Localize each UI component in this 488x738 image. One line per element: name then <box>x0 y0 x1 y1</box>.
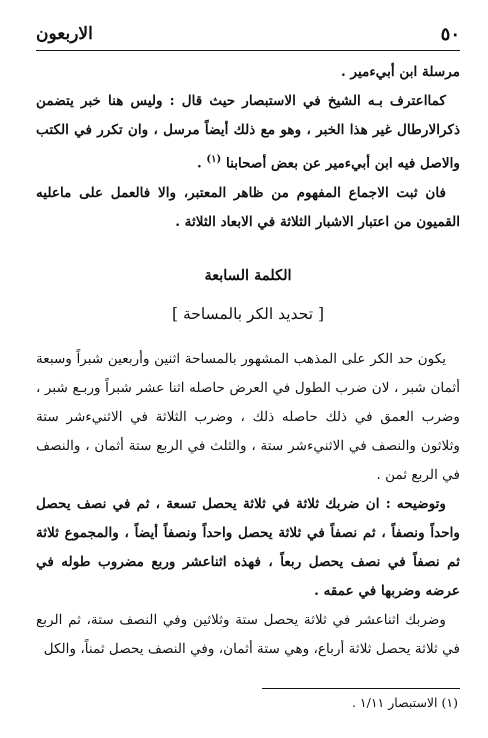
header-rule <box>36 50 460 51</box>
page-header <box>36 22 460 46</box>
footnote-rule <box>262 688 460 689</box>
paragraph-1: مرسلة ابن أبيءمير . <box>341 64 460 80</box>
subsection-title: [ تحديد الكر بالمساحة ] <box>171 304 324 323</box>
paragraph-5: وتوضيحه : ان ضربك ثلاثة في ثلاثة يحصل تسعة ، ثم في نصف يحصل واحداً ونصفاً ، ثم نصفاً في ثلاثة يحصل واحداً ونصفاً أيضاً ، والمجموع ثلاثة ثم نصفاً في نصف يحصل ربعاً ، فهذه اثناعشر وربع مضروب طوله في عرضه وضربها في عمقه . <box>36 495 460 599</box>
footnote-reference: (١) <box>206 154 222 165</box>
main-text <box>36 58 460 664</box>
paragraph-4: يكون حد الكر على المذهب المشهور بالمساحة اثنين وأربعين شبراً وسبعة أثمان شبر ، لان ضرب الطول في العرض حاصله اثنا عشر شبراً وربـع شبر ، وضرب العمق في ذلك حاصله ذلك ، وضرب الثلاثة في الاثنيءشر ستة وثلاثون والنصف في الاثنيءشر ستة ، والثلث في الربع ستة أثمان ، والنصف في الربع ثمن . <box>36 350 460 483</box>
paragraph-6: وضربك اثناعشر في ثلاثة يحصل ستة وثلاثين وفي النصف ستة، ثم الربع في ثلاثة يحصل ثلاثة أرباع، وهي ستة أثمان، وفي النصف يحصل ثمناً، والكل <box>36 611 460 657</box>
paragraph-2 <box>36 87 460 179</box>
paragraph-2-end: . <box>196 155 207 172</box>
paragraph-3: فان ثبت الاجماع المفهوم من ظاهر المعتبر، والا فالعمل على ماعليه القميون من اعتبار الاشبار الثلاثة في الابعاد الثلاثة . <box>36 184 460 230</box>
section-title: الكلمة السابعة <box>204 266 292 284</box>
footnote: (١) الاستبصار ١/١١ . <box>351 695 458 710</box>
page-number: ٥٠ <box>440 23 460 45</box>
paragraph-2-text: كمااعترف بـه الشيخ في الاستبصار حيث قال : وليس هنا خبر يتضمن ذكرالارطال غير هذا الخبر ، وهو مع ذلك أيضاً مرسل ، وان تكرر في الكتب والاصل فيه ابن أبيءمير عن بعض أصحابنا <box>36 93 460 172</box>
running-title: الاربعون <box>36 24 93 44</box>
